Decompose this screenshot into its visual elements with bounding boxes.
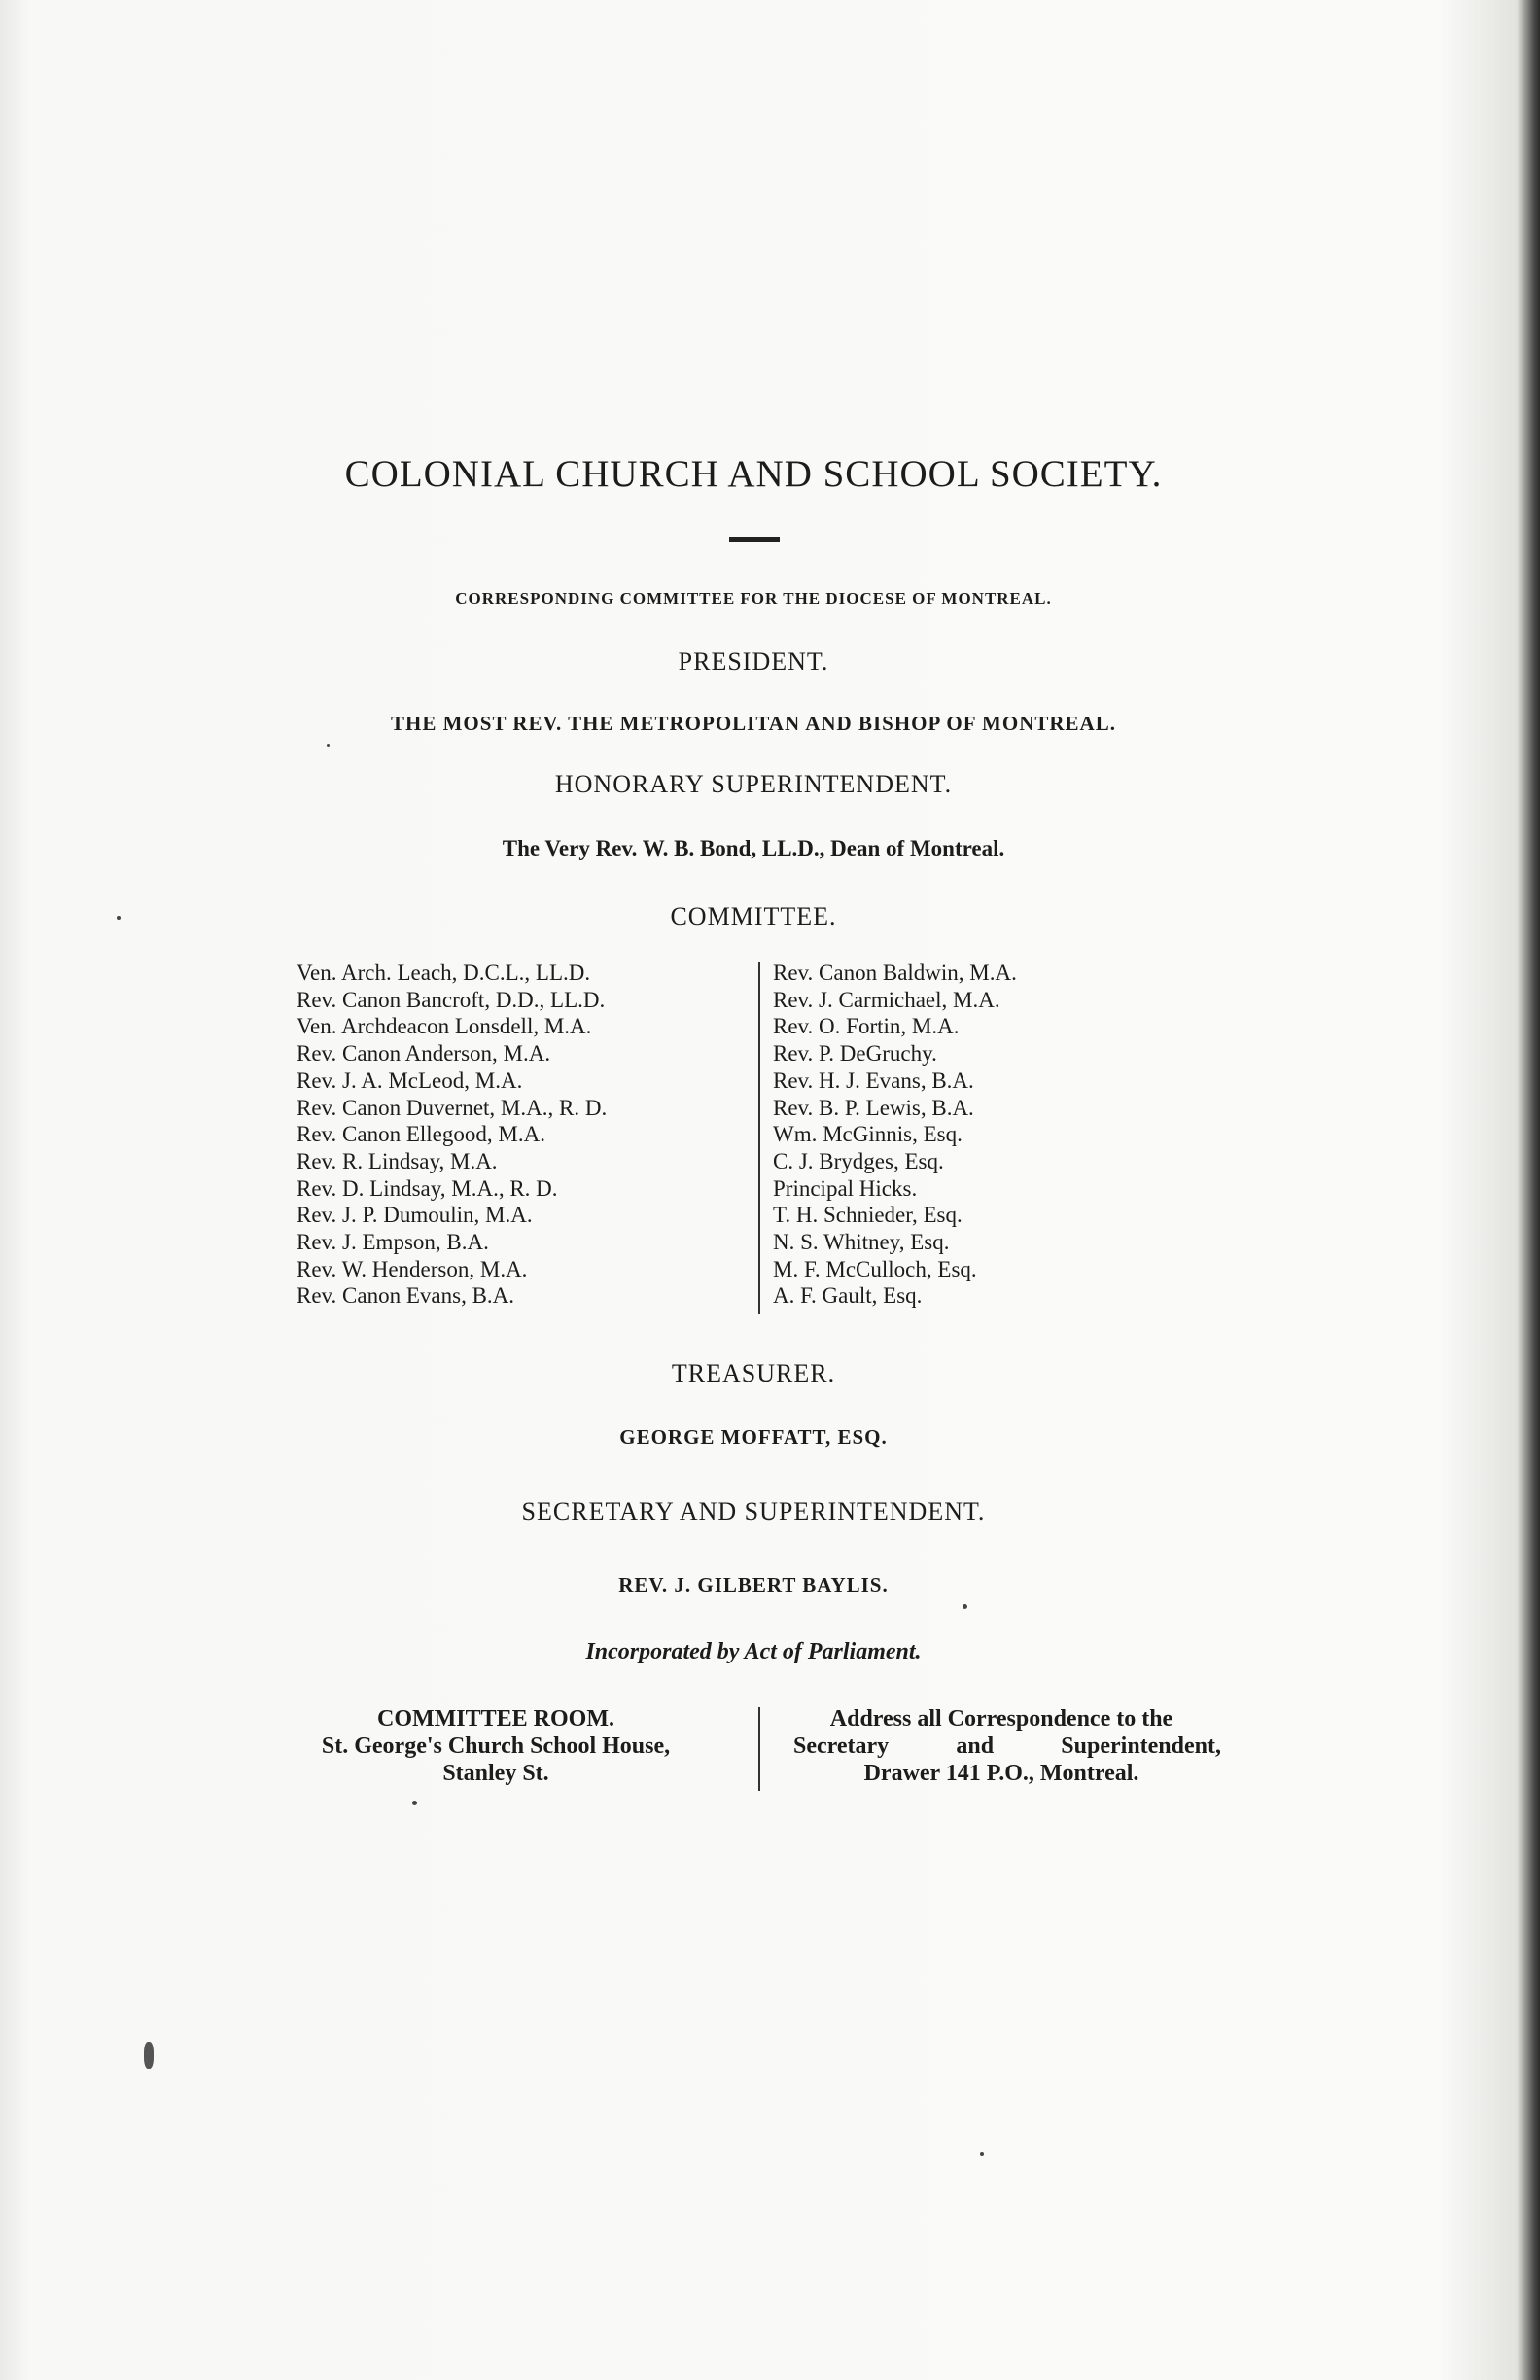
committee-member: Rev. Canon Anderson, M.A. (297, 1041, 551, 1067)
treasurer-heading: TREASURER. (671, 1359, 836, 1387)
committee-member: Rev. O. Fortin, M.A. (773, 1014, 960, 1039)
president-name: THE MOST REV. THE METROPOLITAN AND BISHOP OF MONTREAL. (391, 712, 1116, 735)
committee-left-column (297, 960, 607, 1310)
paper-speck (412, 1801, 417, 1805)
address-line: Address all Correspondence to the (829, 1706, 1173, 1732)
paper-speck (962, 1604, 967, 1609)
committee-room-line: St. George's Church School House, (321, 1733, 671, 1759)
corresponding-committee-line: CORRESPONDING COMMITTEE FOR THE DIOCESE OF MONTREAL. (455, 589, 1052, 608)
committee-member: Rev. J. P. Dumoulin, M.A. (297, 1203, 533, 1228)
secretary-name: REV. J. GILBERT BAYLIS. (618, 1573, 889, 1596)
committee-right-column (773, 960, 1017, 1310)
committee-room-block (243, 1705, 749, 1787)
committee-member: Rev. R. Lindsay, M.A. (297, 1148, 498, 1173)
committee-member: T. H. Schnieder, Esq. (773, 1203, 962, 1228)
incorporation-note: Incorporated by Act of Parliament. (585, 1639, 922, 1664)
society-title: COLONIAL CHURCH AND SCHOOL SOCIETY. (344, 453, 1163, 495)
paper-speck (117, 916, 121, 920)
committee-member: C. J. Brydges, Esq. (773, 1148, 944, 1173)
committee-member: Rev. J. Empson, B.A. (297, 1230, 489, 1255)
address-divider (758, 1707, 760, 1791)
committee-member: Rev. Canon Duvernet, M.A., R. D. (297, 1095, 608, 1120)
committee-member: N. S. Whitney, Esq. (773, 1230, 950, 1255)
paper-speck (980, 2152, 984, 2156)
address-line: Secretary and Superintendent, (793, 1733, 1221, 1759)
committee-member: Rev. Canon Evans, B.A. (297, 1283, 515, 1309)
committee-heading: COMMITTEE. (670, 902, 837, 930)
committee-room-line: Stanley St. (442, 1761, 549, 1786)
committee-member: Rev. Canon Bancroft, D.D., LL.D. (297, 987, 606, 1012)
address-block (768, 1705, 1235, 1787)
committee-column-divider (758, 962, 760, 1314)
president-heading: PRESIDENT. (678, 648, 829, 676)
honorary-superintendent-name: The Very Rev. W. B. Bond, LL.D., Dean of Montreal. (502, 836, 1005, 860)
committee-member: Rev. H. J. Evans, B.A. (773, 1068, 974, 1093)
committee-member: A. F. Gault, Esq. (773, 1283, 923, 1309)
committee-member: Ven. Archdeacon Lonsdell, M.A. (297, 1014, 592, 1039)
honorary-superintendent-heading: HONORARY SUPERINTENDENT. (554, 770, 953, 798)
committee-member: Ven. Arch. Leach, D.C.L., LL.D. (297, 961, 591, 985)
committee-member: M. F. McCulloch, Esq. (773, 1256, 977, 1281)
committee-member: Rev. J. Carmichael, M.A. (773, 987, 1000, 1012)
committee-member: Principal Hicks. (773, 1175, 918, 1201)
committee-member: Rev. W. Henderson, M.A. (297, 1256, 528, 1281)
committee-member: Rev. P. DeGruchy. (773, 1041, 937, 1067)
committee-member: Rev. B. P. Lewis, B.A. (773, 1095, 974, 1120)
title-rule (729, 537, 780, 542)
paper-speck (327, 744, 330, 747)
address-line: Drawer 141 P.O., Montreal. (863, 1761, 1139, 1786)
committee-member: Rev. D. Lindsay, M.A., R. D. (297, 1175, 558, 1201)
paper-speck (144, 2042, 154, 2069)
secretary-heading: SECRETARY AND SUPERINTENDENT. (521, 1497, 986, 1525)
committee-member: Rev. Canon Baldwin, M.A. (773, 961, 1017, 985)
committee-member: Wm. McGinnis, Esq. (773, 1122, 962, 1147)
committee-room-line: COMMITTEE ROOM. (377, 1706, 614, 1732)
committee-member: Rev. Canon Ellegood, M.A. (297, 1122, 545, 1147)
treasurer-name: GEORGE MOFFATT, ESQ. (619, 1425, 888, 1449)
committee-member: Rev. J. A. McLeod, M.A. (297, 1068, 523, 1093)
